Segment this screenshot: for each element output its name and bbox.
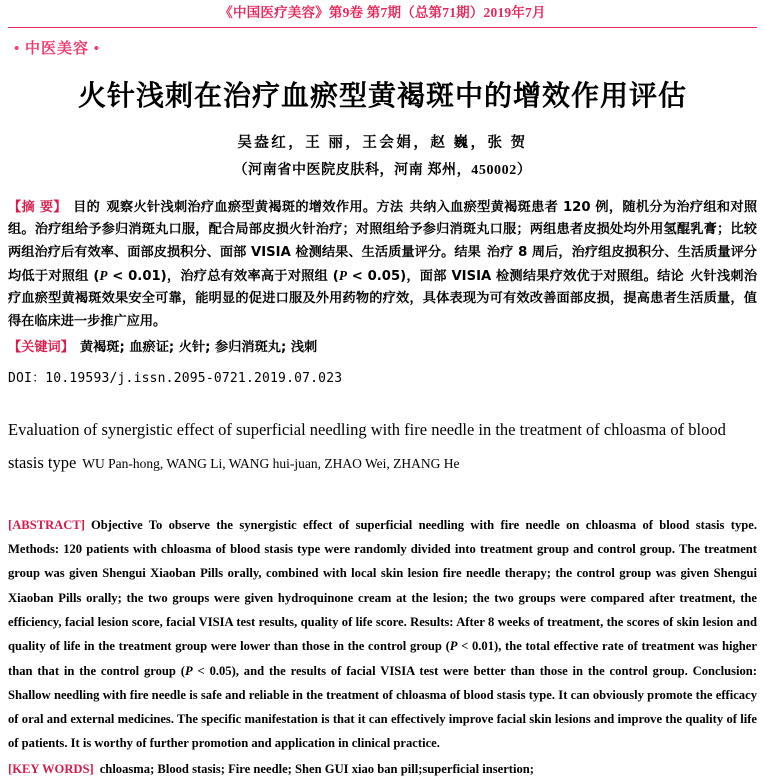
cn-methods-text: 共纳入血瘀型黄褐斑患者 120 例，随机分为治疗组和对照组。治疗组给予参归消斑丸口服，配合局部皮损火针治疗；对照组给予参归消斑丸口服；两组患者皮损处均外用氢醌乳膏；比较两组治疗后有效率、面部皮损积分、面部 VISIA 检测结果、生活质量评分。 [8,199,758,260]
en-objective-label: Objective [90,517,143,532]
english-abstract [8,513,757,756]
cn-methods-label: 方法 [376,199,404,215]
cn-p-value-2: P [338,267,347,283]
english-keywords [8,758,757,782]
cn-conclusion-text: 火针浅刺治疗血瘀型黄褐斑效果安全可靠，能明显的促进口服及外用药物的疗效，具体表现为可有效改善面部皮损，提高患者生活质量，值得在临床进一步推广应用。 [8,268,758,330]
cn-p-value-1: P [99,267,108,283]
page-title: 火针浅刺在治疗血瘀型黄褐斑中的增效作用评估 [77,78,687,112]
chinese-abstract-label: 【摘 要】 [8,199,67,215]
cn-results-text-c: < 0.05)，面部 VISIA 检测结果疗效优于对照组。 [346,268,658,284]
chinese-author-list: 吴盎红，王 丽，王会娟，赵 巍，张 贺 [237,134,528,151]
chinese-keywords-text: 黄褐斑; 血瘀证; 火针; 参归消斑丸; 浅刺 [79,339,318,355]
chinese-affiliation: （河南省中医院皮肤科，河南 郑州，450002） [233,162,532,178]
cn-conclusion-label: 结论 [657,268,684,284]
english-author-list: WU Pan-hong, WANG Li, WANG hui-juan, ZHAO Wei, ZHANG He [82,455,460,471]
english-keywords-label: [KEY WORDS] [8,761,94,776]
doi-line: DOI：10.19593/j.issn.2095-0721.2019.07.023 [8,371,343,387]
en-abstract-body-3: < 0.05), and the results of facial VISIA test were better than those in the control group. Conclusion: Shallow needling with fire needle is safe and reliable in the treatment of chloasma of blood stasis type. It can obviously promote the efficacy of oral and external medicines. The specific manifestation is that it can effectively improve facial skin lesions and improve the quality of life of patients. It is worthy of further promotion and application in clinical practice. [8,663,757,751]
cn-results-text-b: < 0.01)，治疗总有效率高于对照组 ( [107,268,339,284]
english-abstract-label: [ABSTRACT] [8,517,85,532]
english-title: Evaluation of synergistic effect of superficial needling with fire needle in the treatment of chloasma of blood stasis type [8,420,726,472]
chinese-abstract [8,197,757,334]
chinese-keywords [8,337,757,360]
en-p-value-2: P [184,663,193,678]
cn-results-label: 结果 [454,244,481,260]
cn-results-text-a: 治疗 8 周后，治疗组皮损积分、生活质量评分均低于对照组 ( [8,244,758,284]
en-abstract-body-2: < 0.01), the total effective rate of treatment was higher than that in the control group ( [8,639,757,678]
en-abstract-body-1: To observe the synergistic effect of superficial needling with fire needle on chloasma of blood stasis type. Methods: 120 patients with chloasma of blood stasis type were randomly divided into treatment group and control group. The treatment group was given Shengui Xiaoban Pills orally, combined with local skin lesion fire needle therapy; the control group was given Shengui Xiaoban Pills orally; the two groups were given hydroquinone cream at the lesion; the two groups were compared after treatment, the efficiency, facial lesion score, facial VISIA test results, quality of life score. Results: After 8 weeks of treatment, the scores of skin lesion and quality of life in the treatment group were lower than those in the control group ( [8,517,757,654]
en-p-value-1: P [449,639,458,654]
cn-objective-label: 目的 [72,199,101,215]
english-keywords-text: chloasma; Blood stasis; Fire needle; Shen GUI xiao ban pill;superficial insertion; [99,761,534,776]
header-divider-rule [8,27,757,28]
journal-running-head: 《中国医疗美容》第9卷 第7期（总第71期）2019年7月 [219,5,546,20]
english-title-block [8,414,757,478]
section-category-tag: • 中医美容 • [14,40,101,57]
cn-objective-text: 观察火针浅刺治疗血瘀型黄褐斑的增效作用。 [106,199,377,215]
chinese-keywords-label: 【关键词】 [8,339,74,355]
